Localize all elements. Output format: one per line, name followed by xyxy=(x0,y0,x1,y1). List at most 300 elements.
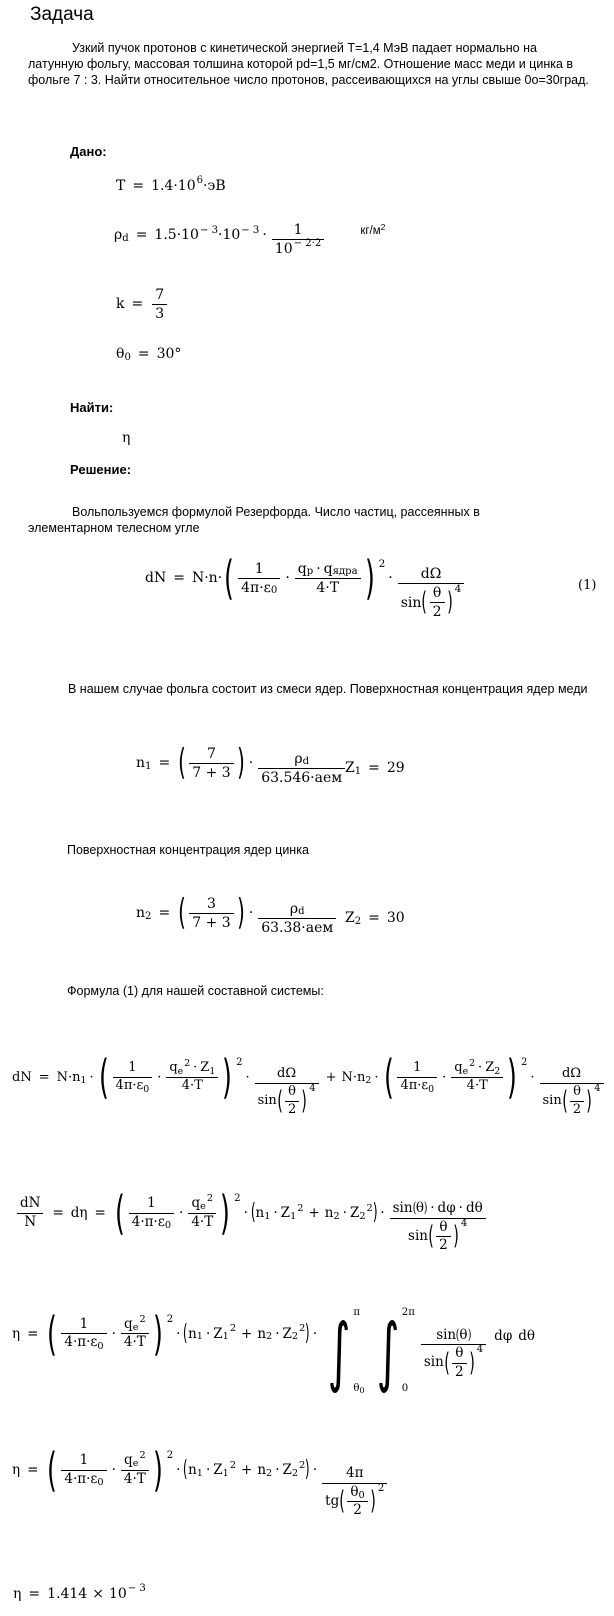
fraction xyxy=(189,746,233,781)
fraction xyxy=(347,1485,367,1519)
exp-2: 2 xyxy=(236,1057,243,1068)
frac-bar xyxy=(258,768,345,769)
math-sym: q xyxy=(297,560,307,577)
dot-operator: · xyxy=(157,1069,162,1085)
sin-label: sin xyxy=(542,1092,562,1108)
numerator: 1 xyxy=(128,1059,137,1075)
dot-operator: · xyxy=(458,1200,463,1216)
subscript: 0 xyxy=(124,351,131,363)
formula-result xyxy=(13,1583,146,1603)
paren-left: ( xyxy=(339,1486,346,1517)
paren-left: ( xyxy=(428,1221,434,1252)
denominator: 2 xyxy=(454,1363,464,1380)
sin-label: sin xyxy=(436,1326,457,1343)
formula-1 xyxy=(145,550,466,621)
denominator: N xyxy=(24,1213,37,1230)
paren-left: ( xyxy=(444,1347,450,1378)
charge-sum-group xyxy=(183,1457,310,1483)
subscript: d xyxy=(298,906,305,918)
value: 29 xyxy=(386,760,405,776)
subscript: 0 xyxy=(143,1083,150,1095)
superscript: 2 xyxy=(139,1314,146,1325)
plus-sign: + xyxy=(241,1325,253,1342)
math-sym: dN xyxy=(145,569,167,586)
fraction xyxy=(452,1346,467,1380)
paren-left: ( xyxy=(383,1050,394,1104)
denominator: 7 + 3 xyxy=(192,765,231,782)
denominator xyxy=(113,1079,153,1094)
denominator xyxy=(322,1482,387,1519)
dot-operator: · xyxy=(205,1325,211,1342)
sin-theta-half-pow4 xyxy=(408,1217,468,1254)
fraction xyxy=(451,1058,503,1094)
numerator xyxy=(287,901,308,917)
math-sym: dφ xyxy=(494,1327,513,1344)
fraction xyxy=(258,751,345,786)
subscript: e xyxy=(200,1201,206,1213)
denominator: 7 + 3 xyxy=(192,915,231,932)
denominator: 2 xyxy=(432,604,442,621)
dot-operator: · xyxy=(342,1205,347,1222)
numerator xyxy=(291,751,312,767)
subscript: 2 xyxy=(266,1467,273,1479)
denominator xyxy=(397,1079,437,1094)
numerator: dΩ xyxy=(420,566,442,582)
value: 30 xyxy=(386,910,405,926)
charge-sum-group xyxy=(183,1321,310,1347)
lower-limit: 0 xyxy=(401,1382,409,1394)
math-sym: ρ xyxy=(294,751,303,767)
superscript: 2 xyxy=(299,1323,306,1335)
subscript: 0 xyxy=(359,1385,365,1395)
squared-prefactor xyxy=(45,1442,174,1497)
denominator xyxy=(129,1215,174,1231)
subscript: 2 xyxy=(145,910,152,922)
denominator xyxy=(421,1346,486,1380)
paren-right: ) xyxy=(152,1442,163,1497)
math-sym: ·10 xyxy=(218,227,241,244)
math-sym: N·n· xyxy=(191,569,223,586)
subscript: 0 xyxy=(164,1219,172,1231)
superscript: 2 xyxy=(229,1323,237,1335)
unit-text: кг/м xyxy=(360,224,381,237)
dot-operator: · xyxy=(245,1069,250,1085)
dot-operator: · xyxy=(89,1069,94,1085)
denominator xyxy=(405,1217,470,1254)
math-sym: q xyxy=(169,1059,178,1075)
subscript: d xyxy=(302,756,310,768)
math-sym: 4·π·ε xyxy=(64,1334,98,1351)
numerator: dN xyxy=(20,1195,41,1212)
fraction xyxy=(258,901,336,936)
frac-bar xyxy=(390,1218,486,1219)
problem-statement: Узкий пучок протонов с кинетической энергией Т=1,4 МэВ падает нормально на латунную фольгу, массовая толшина которой pd=1,5 мг/см2. Отношение масс меди и цинка в фольге 7 : 3. Найти относительное число протонов, рассеивающихся на углы свыше 0о=30град. xyxy=(28,41,589,87)
frac-bar xyxy=(258,918,336,919)
paren-right: ) xyxy=(220,1185,231,1240)
denominator: 2 xyxy=(287,1101,297,1117)
fraction xyxy=(436,1220,451,1254)
math-sym: Z xyxy=(282,1325,292,1342)
fraction xyxy=(295,561,361,596)
paren-left: ( xyxy=(183,1321,189,1347)
denominator: 4·T xyxy=(191,1213,214,1230)
denominator xyxy=(238,580,280,596)
numerator xyxy=(121,1450,149,1470)
math-sym: Z xyxy=(200,1059,210,1075)
math-sym: T xyxy=(116,178,126,194)
subscript: e xyxy=(132,1458,139,1470)
numerator: 3 xyxy=(207,896,216,912)
math-sym: 10 xyxy=(274,241,293,258)
paren-left: ( xyxy=(178,742,187,784)
fraction xyxy=(398,566,465,620)
numerator xyxy=(433,1328,474,1344)
dot-operator: · xyxy=(273,1205,278,1222)
subscript: 1 xyxy=(145,760,152,772)
fraction xyxy=(113,1061,153,1094)
fraction xyxy=(238,561,280,596)
weight-fraction-group xyxy=(177,892,246,934)
plus-sign: + xyxy=(325,1069,337,1085)
denominator xyxy=(255,1082,319,1118)
formula-given-theta0 xyxy=(116,346,181,363)
exp-4: 4 xyxy=(309,1082,316,1094)
fraction xyxy=(121,1450,149,1487)
paren-right: ) xyxy=(507,1050,518,1104)
math-sym: Z xyxy=(345,760,355,776)
sin-label: sin xyxy=(392,1200,413,1216)
numerator: 1 xyxy=(79,1452,89,1469)
paren-right: ) xyxy=(586,1085,593,1116)
paren-left: ( xyxy=(421,587,428,618)
math-sym: η xyxy=(122,430,131,446)
subscript: 1 xyxy=(209,1065,216,1077)
subscript: 2 xyxy=(291,1467,299,1479)
paren-right: ) xyxy=(370,1486,376,1517)
math-sym: n xyxy=(188,1462,197,1479)
paren-right: ) xyxy=(152,1306,163,1361)
subscript: 1 xyxy=(264,1210,271,1222)
dot-operator: · xyxy=(176,1462,181,1479)
math-sym: θ xyxy=(459,1326,468,1343)
sin-label: sin xyxy=(257,1092,277,1108)
dot-operator: · xyxy=(179,1205,184,1222)
denominator: 2 xyxy=(439,1237,448,1254)
equation-number: (1) xyxy=(578,578,597,593)
fraction xyxy=(17,1196,43,1230)
exp-2: 2 xyxy=(378,557,386,570)
math-sym: n xyxy=(324,1205,334,1222)
squared-prefactor xyxy=(222,550,386,605)
exp-2: 2 xyxy=(377,1482,385,1494)
math-sym: 4π·ε xyxy=(115,1077,144,1093)
formula-n1 xyxy=(136,742,347,787)
subscript: 1 xyxy=(354,765,362,777)
math-sym: θ xyxy=(353,1382,360,1394)
superscript: 6 xyxy=(196,175,204,187)
weight-fraction-group xyxy=(177,742,246,784)
superscript: 2 xyxy=(184,1058,191,1070)
numerator: θ xyxy=(439,1218,448,1235)
dot-operator: · xyxy=(111,1462,116,1479)
fraction xyxy=(188,1193,216,1230)
subscript: d xyxy=(122,232,129,244)
subscript: 1 xyxy=(196,1467,203,1479)
math-sym: ρ xyxy=(114,227,123,244)
subscript: e xyxy=(462,1065,469,1077)
fraction xyxy=(61,1453,106,1487)
denominator: 2 xyxy=(353,1502,362,1519)
math-sym: θ xyxy=(415,1200,424,1216)
math-sym: 4π·ε xyxy=(400,1077,429,1093)
dot-operator: · xyxy=(262,227,267,244)
superscript: − 3 xyxy=(199,224,219,236)
math-sym: 4π·ε xyxy=(241,579,271,596)
superscript: 2 xyxy=(139,1450,146,1462)
numerator: 1 xyxy=(79,1315,89,1332)
paren-right: ) xyxy=(364,550,375,605)
dot-operator: · xyxy=(374,1069,379,1085)
subscript: 2 xyxy=(266,1331,273,1343)
formula-dn-over-n xyxy=(15,1185,488,1254)
frac-bar xyxy=(238,578,280,579)
subscript: p xyxy=(306,565,314,577)
subscript: 0 xyxy=(428,1083,435,1095)
numerator: dΩ xyxy=(277,1066,297,1081)
math-sym: θ xyxy=(350,1483,359,1500)
dot-operator: · xyxy=(478,1059,483,1075)
math-sym: q xyxy=(124,1315,133,1332)
dot-operator: · xyxy=(275,1325,280,1342)
denominator xyxy=(398,585,465,620)
sin-label: sin xyxy=(423,1354,444,1371)
solution-label: Решение: xyxy=(70,462,132,477)
denominator: 4·T xyxy=(181,1077,203,1093)
math-sym: Z xyxy=(282,1462,292,1479)
exp-4: 4 xyxy=(476,1344,484,1356)
math-sym: 1.5·10 xyxy=(154,227,199,244)
dot-operator: · xyxy=(248,755,254,772)
equals-sign: = xyxy=(135,227,148,244)
times-sign: × xyxy=(92,1586,104,1602)
squared-prefactor xyxy=(45,1306,174,1361)
integral-sign: ∫ xyxy=(327,1306,351,1395)
numerator xyxy=(451,1058,503,1077)
dot-operator: · xyxy=(176,1325,181,1342)
math-sym: k xyxy=(116,296,125,313)
fraction xyxy=(390,1201,486,1254)
math-sym: 10 xyxy=(108,1586,127,1602)
equals-sign: = xyxy=(173,569,185,586)
subscript: 2 xyxy=(494,1065,501,1077)
given-label: Дано: xyxy=(70,144,107,159)
formula-n2 xyxy=(136,892,338,937)
equals-sign: = xyxy=(137,346,150,362)
math-sym: q xyxy=(124,1452,133,1469)
dot-operator: · xyxy=(275,1462,280,1479)
fraction xyxy=(570,1085,584,1118)
dot-operator: · xyxy=(430,1200,435,1216)
exp-2: 2 xyxy=(166,1449,174,1461)
equals-sign: = xyxy=(94,1205,106,1222)
dot-operator: · xyxy=(388,569,393,586)
numerator: θ xyxy=(455,1345,464,1362)
numerator xyxy=(347,1485,367,1501)
math-sym: ·эВ xyxy=(203,178,226,194)
integral-limits xyxy=(402,1305,415,1397)
denominator: 4·T xyxy=(123,1334,146,1351)
denominator: 3 xyxy=(155,306,165,323)
subscript: 2 xyxy=(359,1210,366,1222)
exp-2: 2 xyxy=(521,1057,528,1068)
paren-left: ( xyxy=(561,1085,568,1116)
numerator xyxy=(166,1058,218,1077)
subscript: e xyxy=(132,1322,139,1334)
paren-left: ( xyxy=(47,1306,58,1361)
paren-right: ) xyxy=(423,1200,428,1216)
paren-right: ) xyxy=(305,1321,310,1347)
equals-sign: = xyxy=(131,296,144,313)
paren-left: ( xyxy=(277,1085,283,1116)
sin-theta-half-pow4 xyxy=(424,1346,483,1380)
subscript: 1 xyxy=(222,1331,229,1343)
tg-label: tg xyxy=(325,1492,340,1509)
superscript: 2 xyxy=(469,1058,476,1070)
exp-4: 4 xyxy=(454,583,462,596)
equals-sign: = xyxy=(158,755,171,772)
plus-sign: + xyxy=(308,1205,320,1222)
formula-Z1 xyxy=(345,760,405,777)
subscript: 2 xyxy=(354,915,362,927)
denominator: 4·T xyxy=(123,1470,146,1487)
denominator xyxy=(540,1082,604,1118)
paren-right: ) xyxy=(222,1050,233,1104)
superscript: 2 xyxy=(299,1459,306,1471)
subscript: 0 xyxy=(270,585,278,597)
formula-Z2 xyxy=(345,910,405,927)
numerator xyxy=(390,1201,486,1217)
sin-theta-half-pow4 xyxy=(401,585,462,620)
math-sym: n xyxy=(136,755,146,772)
exp-2: 2 xyxy=(234,1192,241,1204)
dot-operator: · xyxy=(442,1069,447,1085)
math-sym: n xyxy=(257,1325,267,1342)
math-sym: N·n xyxy=(56,1069,81,1085)
squared-prefactor xyxy=(382,1050,528,1104)
exp-2: 2 xyxy=(166,1313,174,1325)
solution-paragraph-rutherford: Вольпользуемся формулой Резерфорда. Число частиц, рассеянных в элементарном телесном угле xyxy=(28,505,480,535)
solution-paragraph-zinc: Поверхностная концентрация ядер цинка xyxy=(67,843,309,857)
paren-left: ( xyxy=(178,892,187,934)
dot-operator: · xyxy=(285,569,290,586)
dot-operator: · xyxy=(316,560,321,577)
math-sym: Z xyxy=(213,1462,223,1479)
equals-sign: = xyxy=(38,1069,50,1085)
subscript: 1 xyxy=(222,1467,229,1479)
plus-sign: + xyxy=(241,1462,253,1479)
dot-operator: · xyxy=(380,1205,385,1222)
math-sym: q xyxy=(454,1059,463,1075)
math-sym: n xyxy=(188,1325,197,1342)
math-sym: dη xyxy=(70,1205,88,1222)
integral-sign: ∫ xyxy=(376,1306,400,1395)
math-sym: q xyxy=(191,1195,201,1212)
result-value: 1.414 xyxy=(47,1586,88,1602)
denominator: 2 xyxy=(572,1101,582,1117)
fraction xyxy=(421,1328,486,1381)
frac-bar xyxy=(152,304,167,305)
denominator: 4·T xyxy=(466,1077,488,1093)
fraction xyxy=(272,222,325,257)
equals-sign: = xyxy=(368,910,380,926)
subscript: e xyxy=(177,1065,184,1077)
fraction xyxy=(255,1067,319,1118)
dot-operator: · xyxy=(248,905,254,922)
fraction xyxy=(285,1085,299,1118)
paren-left: ( xyxy=(250,1200,256,1226)
math-sym: q xyxy=(323,560,333,577)
paren-left: ( xyxy=(114,1185,125,1240)
formula-given-T xyxy=(116,175,226,195)
integral-limits xyxy=(353,1305,364,1397)
equals-sign: = xyxy=(28,1586,41,1602)
superscript: − 3 xyxy=(127,1583,146,1595)
math-sym: ρ xyxy=(289,901,299,917)
subscript: 1 xyxy=(196,1331,203,1343)
paren-left: ( xyxy=(455,1326,460,1343)
equals-sign: = xyxy=(27,1325,39,1342)
paren-right: ) xyxy=(453,1221,459,1252)
paren-left: ( xyxy=(98,1050,109,1104)
frac-bar xyxy=(189,763,233,764)
subscript: 0 xyxy=(97,1476,104,1488)
outer-integral xyxy=(324,1305,364,1397)
sin-label: sin xyxy=(400,594,422,611)
paren-right: ) xyxy=(468,1347,475,1378)
math-sym: Z xyxy=(349,1205,360,1222)
numerator: θ xyxy=(432,585,442,602)
math-sym: 4·π·ε xyxy=(64,1470,98,1487)
dot-operator: · xyxy=(205,1462,211,1479)
upper-limit: 2π xyxy=(401,1307,415,1318)
subscript: 2 xyxy=(333,1210,340,1222)
subscript: ядра xyxy=(332,565,358,577)
tg-theta0-half-pow2 xyxy=(325,1482,385,1519)
superscript: 2 xyxy=(206,1193,214,1205)
math-sym: dN xyxy=(12,1069,32,1085)
fraction xyxy=(152,287,167,322)
paren-right: ) xyxy=(372,1200,378,1226)
math-sym: 4·π·ε xyxy=(131,1213,165,1230)
math-sym: η xyxy=(12,1462,21,1479)
math-sym: θ xyxy=(116,346,125,362)
sin-theta-half-pow4 xyxy=(542,1082,601,1118)
subscript: 0 xyxy=(358,1489,365,1501)
find-symbol xyxy=(122,430,130,447)
equals-sign: = xyxy=(27,1462,39,1479)
equals-sign: = xyxy=(132,178,145,194)
exp-4: 4 xyxy=(594,1082,601,1094)
denominator: 4·T xyxy=(316,579,340,596)
formula-eta-integral xyxy=(12,1288,536,1395)
math-sym: 30° xyxy=(156,346,182,362)
subscript: 2 xyxy=(291,1331,299,1343)
dot-operator: · xyxy=(243,1205,248,1222)
fraction xyxy=(61,1317,106,1351)
unit-label xyxy=(360,221,386,239)
denominator: 63.546·аем xyxy=(261,770,343,787)
page-title: Задача xyxy=(30,4,94,25)
